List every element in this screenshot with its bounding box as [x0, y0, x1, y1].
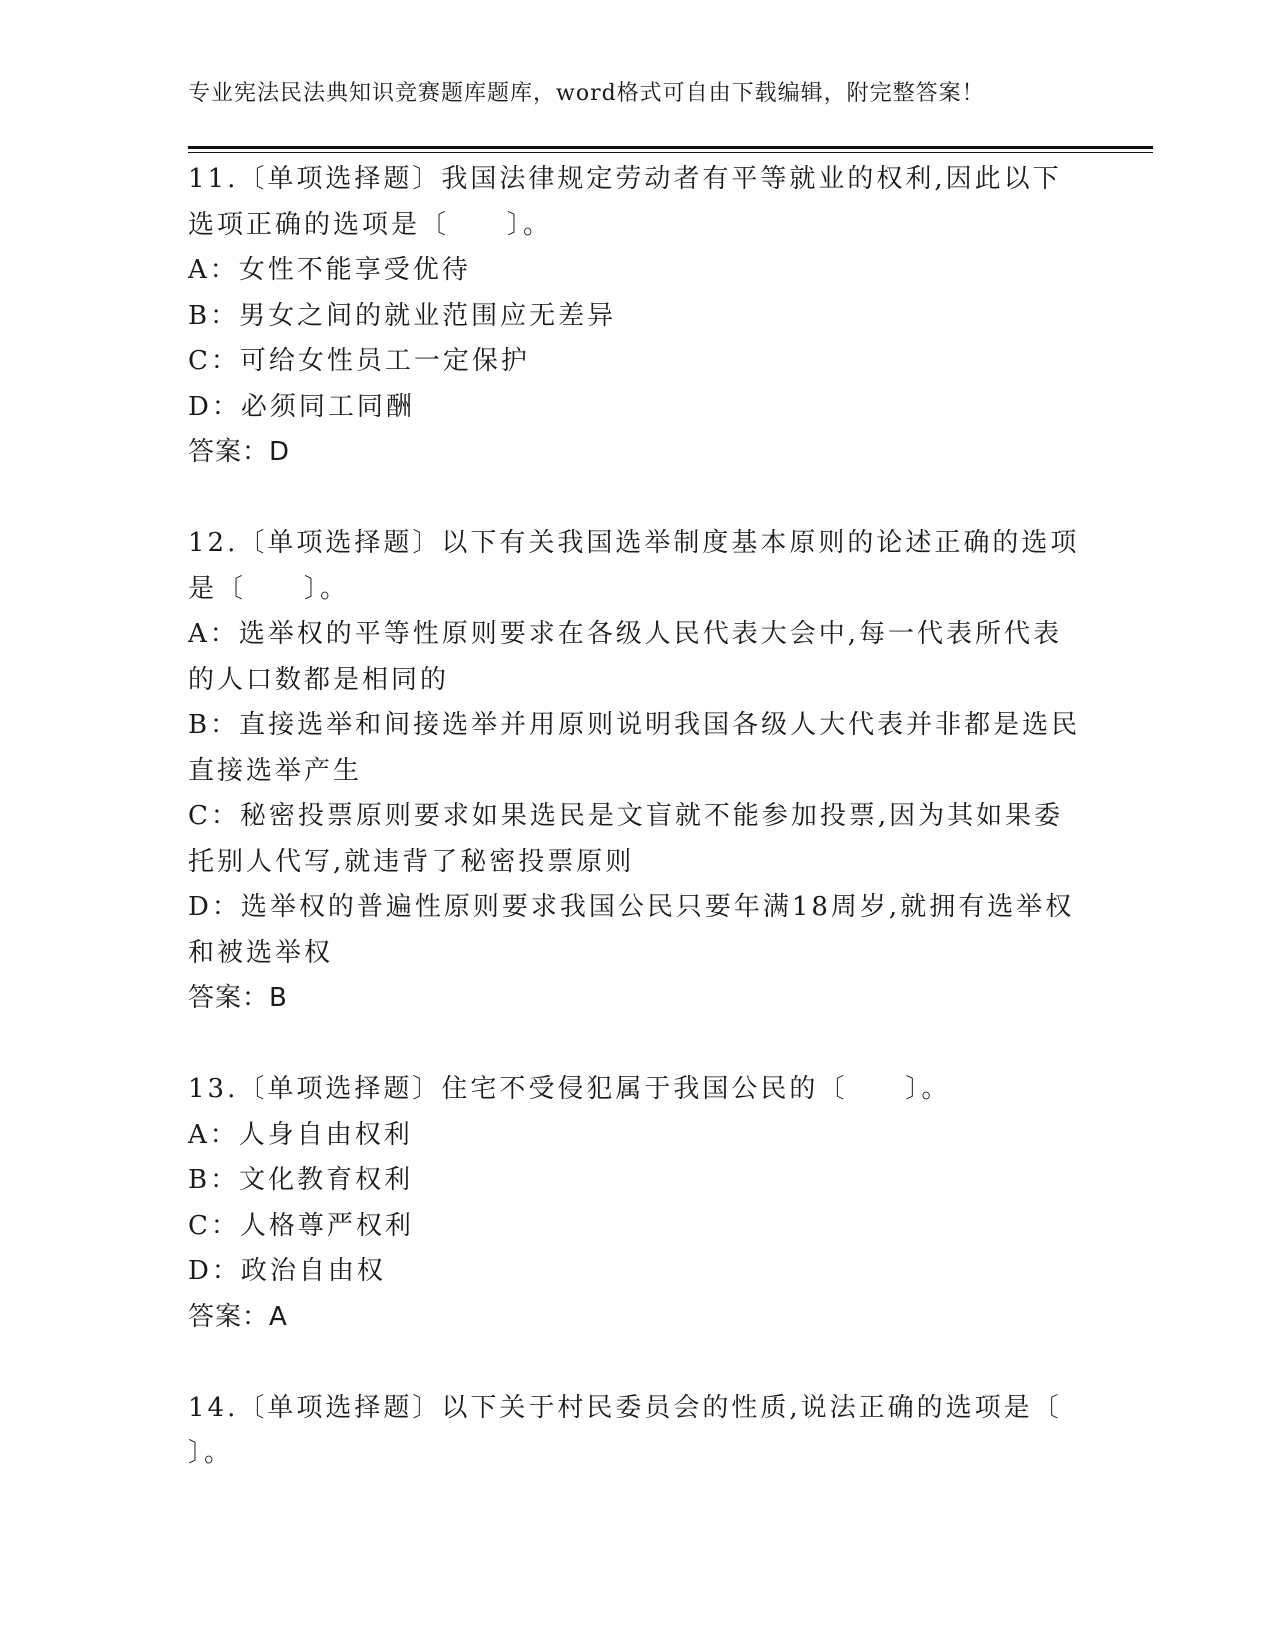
question-stem: 11.〔单项选择题〕我国法律规定劳动者有平等就业的权利,因此以下	[188, 164, 1062, 194]
question-11	[188, 157, 1088, 476]
option-c: C：秘密投票原则要求如果选民是文盲就不能参加投票,因为其如果委	[188, 801, 1064, 831]
question-stem: 12.〔单项选择题〕以下有关我国选举制度基本原则的论述正确的选项	[188, 528, 1080, 558]
option-b-cont: 直接选举产生	[188, 755, 363, 786]
question-12	[188, 521, 1088, 1022]
option-d-cont: 和被选举权	[188, 937, 334, 968]
answer-line: 答案：B	[188, 983, 288, 1013]
question-stem: 14.〔单项选择题〕以下关于村民委员会的性质,说法正确的选项是〔	[188, 1392, 1062, 1423]
option-a-cont: 的人口数都是相同的	[188, 664, 450, 695]
answer-line: 答案：A	[188, 1301, 288, 1332]
option-d: D：政治自由权	[188, 1256, 386, 1286]
option-b: B：直接选举和间接选举并用原则说明我国各级人大代表并非都是选民	[188, 710, 1081, 740]
question-stem: 〕。	[188, 1438, 234, 1468]
option-b: B：文化教育权利	[188, 1165, 414, 1195]
option-c: C：可给女性员工一定保护	[188, 346, 530, 376]
question-list	[188, 157, 1088, 1477]
option-a: A：人身自由权利	[188, 1119, 413, 1150]
answer-line: 答案：D	[188, 437, 291, 467]
option-a: A：选举权的平等性原则要求在各级人民代表大会中,每一代表所代表	[188, 619, 1063, 649]
option-a: A：女性不能享受优待	[188, 255, 471, 285]
question-14	[188, 1386, 1088, 1477]
page-header: 专业宪法民法典知识竞赛题库题库，word格式可自由下载编辑，附完整答案！	[188, 81, 985, 106]
question-stem: 是〔 〕。	[188, 573, 350, 604]
header-rule-thick	[188, 146, 1153, 149]
question-stem: 选项正确的选项是〔 〕。	[188, 209, 553, 240]
option-c-cont: 托别人代写,就违背了秘密投票原则	[188, 846, 635, 877]
option-b: B：男女之间的就业范围应无差异	[188, 300, 617, 331]
option-c: C：人格尊严权利	[188, 1210, 414, 1241]
option-d: D：必须同工同酬	[188, 391, 415, 422]
header-rule-thin	[188, 152, 1153, 153]
question-stem: 13.〔单项选择题〕住宅不受侵犯属于我国公民的〔 〕。	[188, 1074, 951, 1104]
question-13	[188, 1067, 1088, 1340]
option-d: D：选举权的普遍性原则要求我国公民只要年满18周岁,就拥有选举权	[188, 892, 1075, 922]
